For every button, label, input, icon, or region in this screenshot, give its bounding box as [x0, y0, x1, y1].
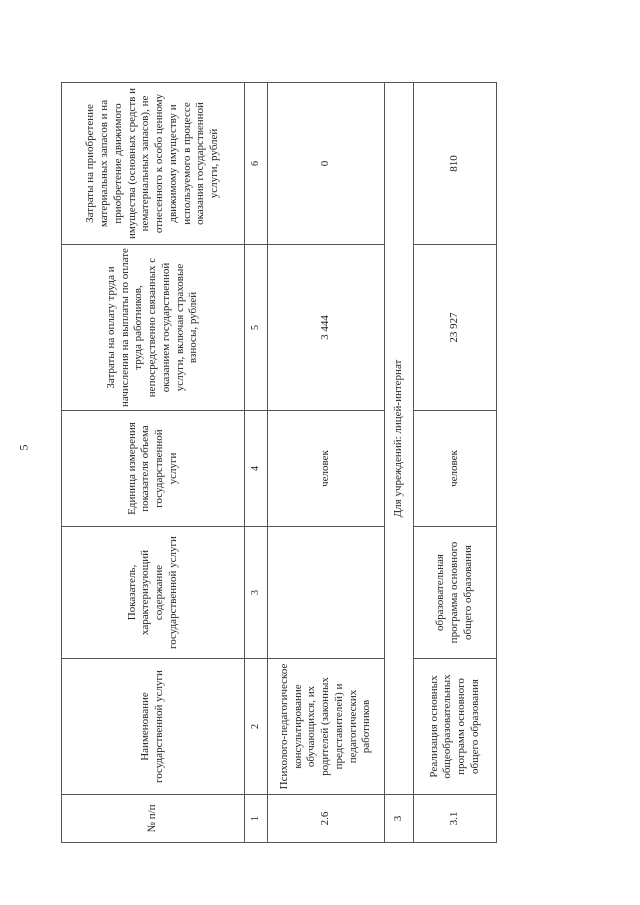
row-labor-costs: 23 927: [414, 245, 497, 411]
row-unit: человек: [268, 411, 385, 527]
column-number: 3: [245, 527, 268, 659]
row-material-costs: 810: [414, 83, 497, 245]
section-num: 3: [385, 795, 414, 843]
header-service-name: Наименование государственной услуги: [62, 659, 245, 795]
column-numbers-row: [245, 83, 268, 843]
header-unit: Единица измерения показателя объема государственной услуги: [62, 411, 245, 527]
column-number: 4: [245, 411, 268, 527]
row-indicator: [268, 527, 385, 659]
row-service-name: Реализация основных общеобразовательных программ основного общего образования: [414, 659, 497, 795]
column-number: 5: [245, 245, 268, 411]
column-number: 1: [245, 795, 268, 843]
row-indicator: образовательная программа основного общего образования: [414, 527, 497, 659]
header-labor-costs: Затраты на оплату труда и начисления на выплаты по оплате труда работников, непосредственно связанных с оказанием государственной услуги, включая страховые взносы, рублей: [62, 245, 245, 411]
row-num: 3.1: [414, 795, 497, 843]
rotated-table-wrapper: [61, 83, 489, 843]
row-num: 2.6: [268, 795, 385, 843]
header-indicator: Показатель, характеризующий содержание государственной услуги: [62, 527, 245, 659]
column-number: 2: [245, 659, 268, 795]
header-num: № п/п: [62, 795, 245, 843]
row-service-name: Психолого-педагогическое консультирование обучающихся, их родителей (законных представителей) и педагогических работников: [268, 659, 385, 795]
row-material-costs: 0: [268, 83, 385, 245]
row-unit: человек: [414, 411, 497, 527]
column-number: 6: [245, 83, 268, 245]
table-row: [268, 83, 385, 843]
section-title: Для учреждений: лицей-интернат: [385, 83, 414, 795]
header-material-costs: Затраты на приобретение материальных запасов и на приобретение движимого имущества (основных средств и нематериальных запасов), не отнесенного к особо ценному движимому имуществу и используемого в процессе оказания государственной услуги, рублей: [62, 83, 245, 245]
page-number: 5: [16, 444, 31, 451]
cost-table: [61, 82, 497, 843]
section-row: [385, 83, 414, 843]
table-row: [414, 83, 497, 843]
row-labor-costs: 3 444: [268, 245, 385, 411]
header-row: [62, 83, 245, 843]
